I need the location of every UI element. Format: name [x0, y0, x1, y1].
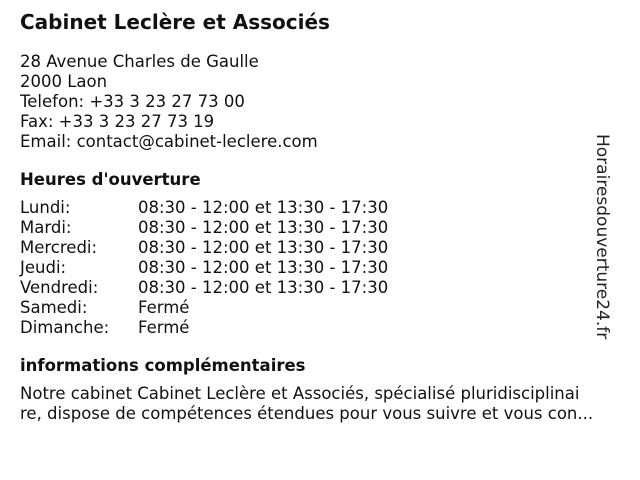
description — [20, 384, 622, 424]
hours-row-monday — [20, 198, 620, 218]
city-line: 2000 Laon — [20, 72, 108, 91]
day-hours: 08:30 - 12:00 et 13:30 - 17:30 — [138, 238, 389, 257]
day-label: Samedi: — [20, 298, 88, 317]
day-hours: Fermé — [138, 298, 190, 317]
day-hours: 08:30 - 12:00 et 13:30 - 17:30 — [138, 258, 389, 277]
address-line: 28 Avenue Charles de Gaulle — [20, 52, 259, 71]
email-line: Email: contact@cabinet-leclere.com — [20, 132, 318, 151]
day-label: Mercredi: — [20, 238, 98, 257]
business-card — [20, 10, 620, 424]
phone-line: Telefon: +33 3 23 27 73 00 — [20, 92, 245, 111]
day-label: Lundi: — [20, 198, 71, 217]
day-hours: 08:30 - 12:00 et 13:30 - 17:30 — [138, 218, 389, 237]
hours-row-tuesday — [20, 218, 620, 238]
day-label: Vendredi: — [20, 278, 99, 297]
fax-line: Fax: +33 3 23 27 73 19 — [20, 112, 215, 131]
contact-block — [20, 52, 620, 152]
hours-row-sunday — [20, 318, 620, 338]
watermark-text: Horairesdouverture24.fr — [592, 134, 612, 340]
hours-row-wednesday — [20, 238, 620, 258]
hours-table — [20, 198, 620, 338]
hours-row-thursday — [20, 258, 620, 278]
description-line: Notre cabinet Cabinet Leclère et Associés, spécialisé pluridisciplinai — [20, 384, 580, 403]
info-heading: informations complémentaires — [20, 356, 306, 375]
day-label: Jeudi: — [20, 258, 67, 277]
company-name: Cabinet Leclère et Associés — [20, 10, 330, 34]
hours-row-saturday — [20, 298, 620, 318]
day-hours: Fermé — [138, 318, 190, 337]
hours-heading: Heures d'ouverture — [20, 170, 201, 189]
hours-row-friday — [20, 278, 620, 298]
day-label: Dimanche: — [20, 318, 110, 337]
day-hours: 08:30 - 12:00 et 13:30 - 17:30 — [138, 198, 389, 217]
description-line: re, dispose de compétences étendues pour vous suivre et vous con... — [20, 404, 594, 423]
day-hours: 08:30 - 12:00 et 13:30 - 17:30 — [138, 278, 389, 297]
day-label: Mardi: — [20, 218, 72, 237]
